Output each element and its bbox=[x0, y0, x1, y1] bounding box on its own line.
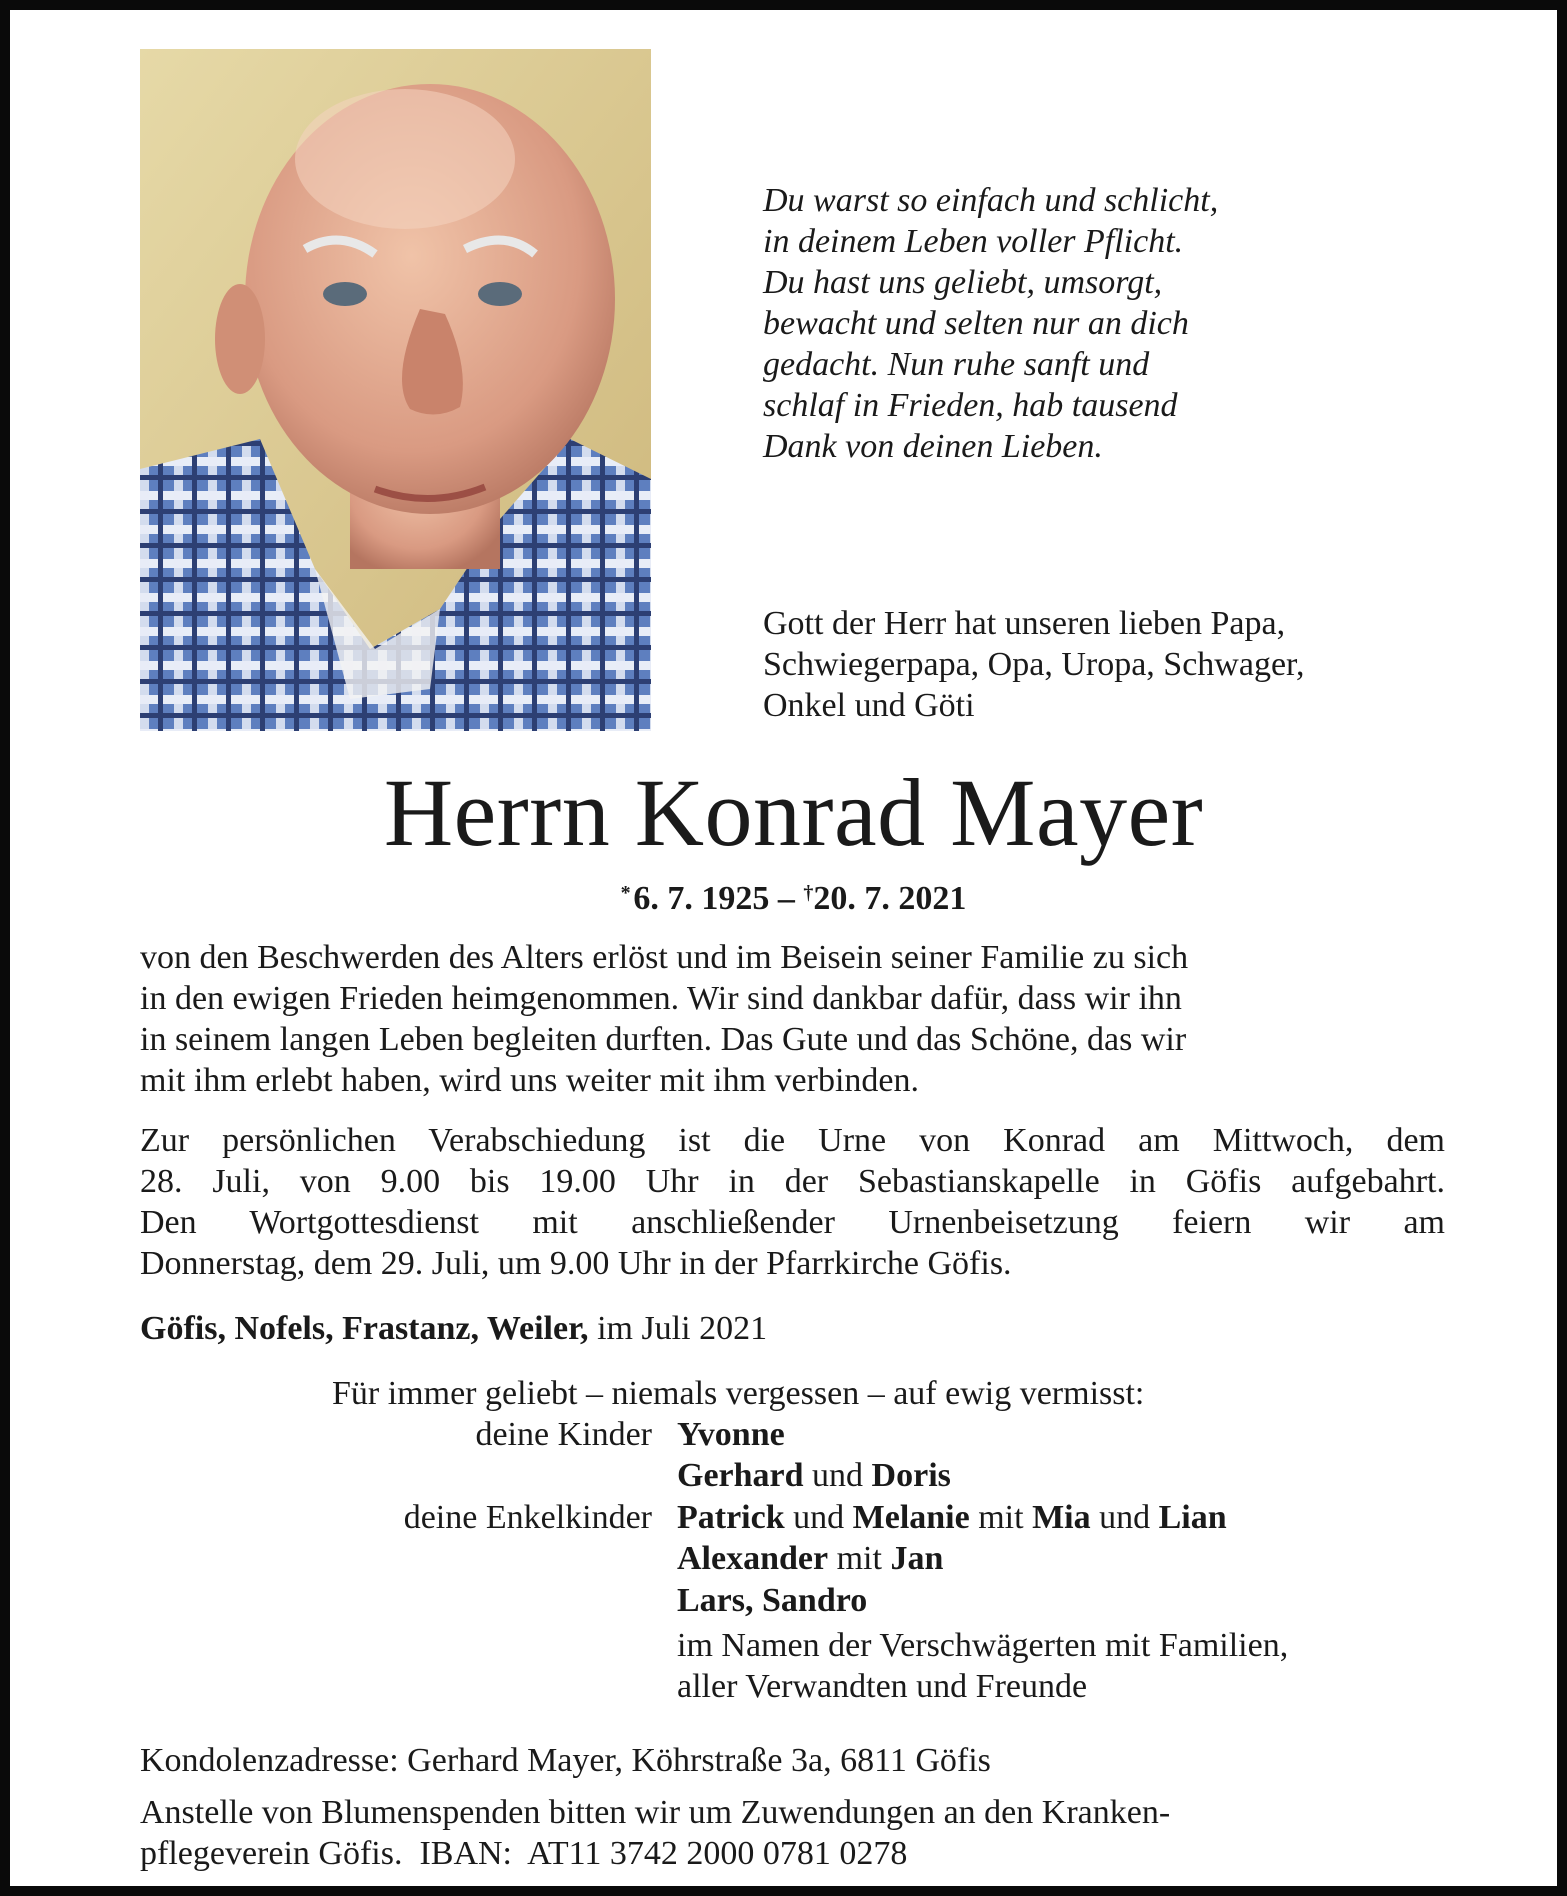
donation-line: pflegeverein Göfis. IBAN: AT11 3742 2000 0781 0278 bbox=[140, 1835, 908, 1872]
mourner-name: Mia bbox=[1032, 1499, 1091, 1536]
paragraph-line: Zur persönlichen Verabschiedung ist die Urne von Konrad am Mittwoch, dem bbox=[140, 1122, 1445, 1159]
mourner-name: Alexander bbox=[677, 1540, 829, 1577]
life-dates bbox=[10, 873, 1567, 919]
birth-symbol: * bbox=[620, 882, 631, 904]
poem-line: schlaf in Frieden, hab tausend bbox=[763, 387, 1178, 424]
deceased-name: Herrn Konrad Mayer bbox=[383, 759, 1204, 866]
intro-line: Gott der Herr hat unseren lieben Papa, bbox=[763, 605, 1286, 642]
poem-line: Du hast uns geliebt, umsorgt, bbox=[763, 264, 1163, 301]
mourner-name: Lian bbox=[1158, 1499, 1227, 1536]
portrait-illustration bbox=[140, 49, 651, 731]
birth-date: 6. 7. 1925 bbox=[633, 880, 770, 917]
intro-line: Onkel und Göti bbox=[763, 687, 975, 724]
towns: Göfis, Nofels, Frastanz, Weiler, bbox=[140, 1310, 589, 1347]
donation-line: Anstelle von Blumenspenden bitten wir um Zuwendungen an den Kranken- bbox=[140, 1794, 1171, 1831]
date-separator: – bbox=[777, 880, 795, 917]
announcement-intro bbox=[763, 603, 1523, 726]
paragraph-line: Donnerstag, dem 29. Juli, um 9.00 Uhr in der Pfarrkirche Göfis. bbox=[140, 1245, 1012, 1282]
grandchildren-line bbox=[677, 1497, 1227, 1538]
condolence-address: Kondolenzadresse: Gerhard Mayer, Köhrstraße 3a, 6811 Göfis bbox=[140, 1742, 991, 1779]
poem-line: Du warst so einfach und schlicht, bbox=[763, 182, 1219, 219]
children-label: deine Kinder bbox=[475, 1416, 652, 1453]
death-date: 20. 7. 2021 bbox=[813, 880, 967, 917]
mourner-name: Doris bbox=[871, 1457, 951, 1494]
intro-line: Schwiegerpapa, Opa, Uropa, Schwager, bbox=[763, 646, 1305, 683]
mourner-name: Melanie bbox=[852, 1499, 970, 1536]
connector: und bbox=[793, 1499, 845, 1536]
paragraph-line: Den Wortgottesdienst mit anschließender Urnenbeisetzung feiern wir am bbox=[140, 1204, 1445, 1241]
mourners-heading: Für immer geliebt – niemals vergessen – auf ewig vermisst: bbox=[332, 1375, 1145, 1412]
children-line bbox=[677, 1455, 951, 1496]
memorial-poem bbox=[763, 180, 1523, 467]
grandchildren-line bbox=[677, 1580, 867, 1621]
closing-line: aller Verwandten und Freunde bbox=[677, 1668, 1088, 1705]
grandchildren-label: deine Enkelkinder bbox=[403, 1499, 652, 1536]
paragraph-line: in seinem langen Leben begleiten durften. Das Gute und das Schöne, das wir bbox=[140, 1021, 1187, 1058]
closing-line: im Namen der Verschwägerten mit Familien, bbox=[677, 1627, 1289, 1664]
paragraph-line: mit ihm erlebt haben, wird uns weiter mit ihm verbinden. bbox=[140, 1062, 919, 1099]
place-and-date bbox=[140, 1308, 767, 1349]
grandchildren-line bbox=[677, 1538, 943, 1579]
connector: mit bbox=[978, 1499, 1024, 1536]
donation-note bbox=[140, 1792, 1445, 1874]
children-line bbox=[677, 1414, 785, 1455]
mourner-name: Jan bbox=[890, 1540, 944, 1577]
notice-date: im Juli 2021 bbox=[597, 1310, 768, 1347]
funeral-details-paragraph bbox=[140, 1120, 1445, 1284]
mourner-name: Yvonne bbox=[677, 1416, 785, 1453]
mourner-name: Patrick bbox=[677, 1499, 785, 1536]
mourner-name: Gerhard bbox=[677, 1457, 804, 1494]
paragraph-line: in den ewigen Frieden heimgenommen. Wir sind dankbar dafür, dass wir ihn bbox=[140, 980, 1182, 1017]
paragraph-line: 28. Juli, von 9.00 bis 19.00 Uhr in der Sebastianskapelle in Göfis aufgebahrt. bbox=[140, 1163, 1445, 1200]
portrait-photo bbox=[140, 49, 651, 731]
paragraph-line: von den Beschwerden des Alters erlöst und im Beisein seiner Familie zu sich bbox=[140, 939, 1189, 976]
mourner-name: Lars, Sandro bbox=[677, 1582, 868, 1619]
connector: mit bbox=[836, 1540, 882, 1577]
connector: und bbox=[1099, 1499, 1151, 1536]
connector: und bbox=[812, 1457, 864, 1494]
poem-line: in deinem Leben voller Pflicht. bbox=[763, 223, 1184, 260]
poem-line: bewacht und selten nur an dich bbox=[763, 305, 1189, 342]
poem-line: Dank von deinen Lieben. bbox=[763, 428, 1103, 465]
passing-paragraph bbox=[140, 937, 1445, 1101]
poem-line: gedacht. Nun ruhe sanft und bbox=[763, 346, 1150, 383]
death-symbol: † bbox=[803, 882, 814, 904]
